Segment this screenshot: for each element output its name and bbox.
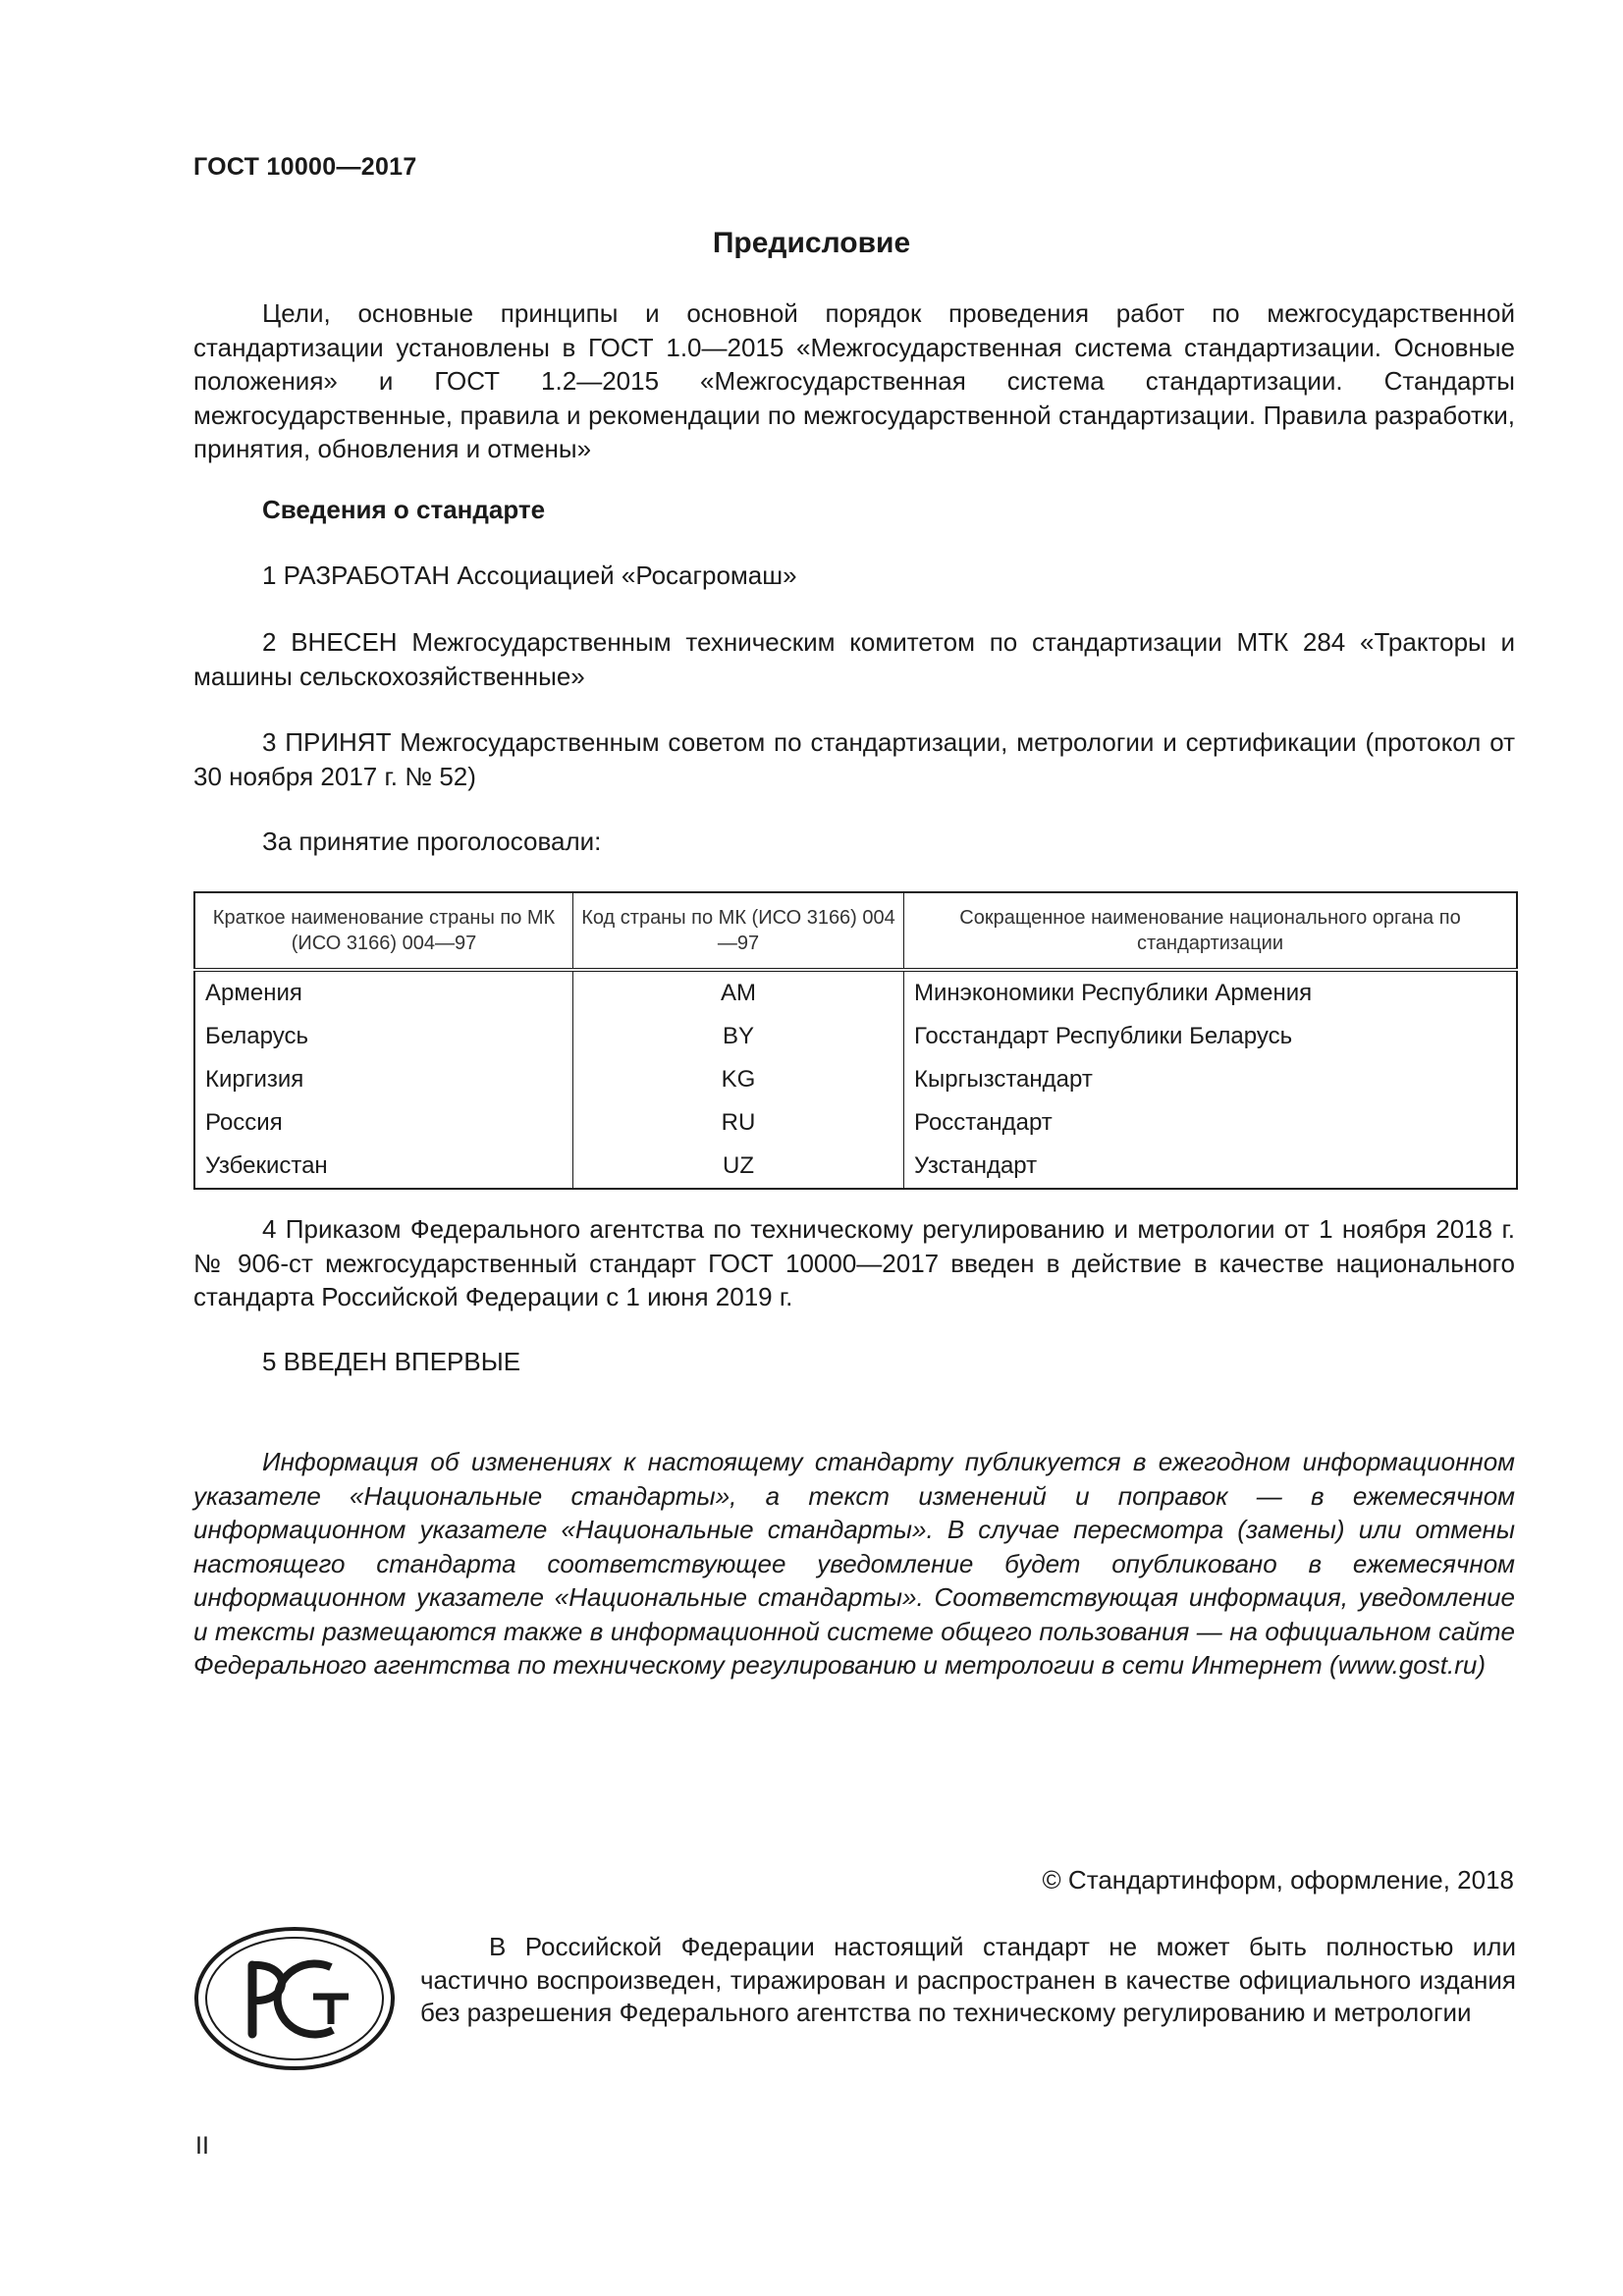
column-header-code: Код страны по МК (ИСО 3166) 004—97 [573, 892, 904, 970]
vote-label: За принятие проголосовали: [262, 827, 602, 856]
table-row [194, 1058, 1517, 1101]
table-row [194, 1101, 1517, 1145]
country-name: Узбекистан [205, 1152, 328, 1179]
country-code: KG [573, 1058, 904, 1101]
country-name: Армения [205, 980, 302, 1006]
table-row [194, 1015, 1517, 1058]
standards-body: Узстандарт [904, 1145, 1518, 1189]
country-code: BY [573, 1015, 904, 1058]
country-code: RU [573, 1101, 904, 1145]
voting-countries-table [193, 891, 1518, 1190]
country-code: UZ [573, 1145, 904, 1189]
amendments-info-note: Информация об изменениях к настоящему стандарту публикуется в ежегодном информационном указателе «Национальные стандарты», а текст изменений и поправок — в ежемесячном информационном указателе «Национальные стандарты». В случае пересмотра (замены) или отмены настоящего стандарта соответствующее уведомление будет опубликовано в ежемесячном информационном указателе «Национальные стандарты». Соответствующая информация, уведомление и тексты размещаются также в информационной системе общего пользования — на официальном сайте Федерального агентства по техническому регулированию и метрологии в сети Интернет (www.gost.ru) [193, 1447, 1515, 1680]
table-row [194, 1145, 1517, 1189]
copyright-line: © Стандартинформ, оформление, 2018 [1042, 1865, 1514, 1895]
column-header-body: Сокращенное наименование национального органа по стандартизации [904, 892, 1518, 970]
item-submitted: 2 ВНЕСЕН Межгосударственным техническим комитетом по стандартизации МТК 284 «Тракторы и машины сельскохозяйственные» [193, 627, 1515, 691]
document-code-header: ГОСТ 10000—2017 [193, 153, 417, 181]
page-title: Предисловие [712, 227, 911, 259]
intro-paragraph: Цели, основные принципы и основной порядок проведения работ по межгосударственной стандартизации установлены в ГОСТ 1.0—2015 «Межгосударственная система стандартизации. Основные положения» и ГОСТ 1.2—2015 «Межгосударственная система стандартизации. Стандарты межгосударственные, правила и рекомендации по межгосударственной стандартизации. Правила разработки, принятия, обновления и отмены» [193, 298, 1515, 463]
standards-body: Кыргызстандарт [904, 1058, 1518, 1101]
standards-body: Росстандарт [904, 1101, 1518, 1145]
country-name: Россия [205, 1109, 283, 1136]
item-developed: 1 РАЗРАБОТАН Ассоциацией «Росагромаш» [262, 561, 797, 590]
country-name: Киргизия [205, 1066, 304, 1093]
item-first-introduced: 5 ВВЕДЕН ВПЕРВЫЕ [262, 1347, 521, 1376]
standards-body: Госстандарт Республики Беларусь [904, 1015, 1518, 1058]
page-number: II [195, 2132, 209, 2160]
country-name: Беларусь [205, 1023, 308, 1049]
table-row [194, 970, 1517, 1015]
standards-body: Минэкономики Республики Армения [904, 970, 1518, 1015]
item-enacted: 4 Приказом Федерального агентства по техническому регулированию и метрологии от 1 ноября 2018 г. № 906-ст межгосударственный стандарт ГОСТ 10000—2017 введен в действие в качестве национального стандарта Российской Федерации с 1 июня 2019 г. [193, 1214, 1515, 1311]
column-header-country: Краткое наименование страны по МК (ИСО 3166) 004—97 [194, 892, 573, 970]
item-adopted: 3 ПРИНЯТ Межгосударственным советом по стандартизации, метрологии и сертификации (протокол от 30 ноября 2017 г. № 52) [193, 727, 1515, 791]
table-header-row [194, 892, 1517, 970]
info-heading: Сведения о стандарте [262, 495, 546, 524]
rst-certification-mark-icon [193, 1926, 396, 2071]
country-code: AM [573, 970, 904, 1015]
reproduction-notice: В Российской Федерации настоящий стандарт не может быть полностью или частично воспроизведен, тиражирован и распространен в качестве официального издания без разрешения Федерального агентства по техническому регулированию и метрологии [420, 1932, 1516, 2027]
